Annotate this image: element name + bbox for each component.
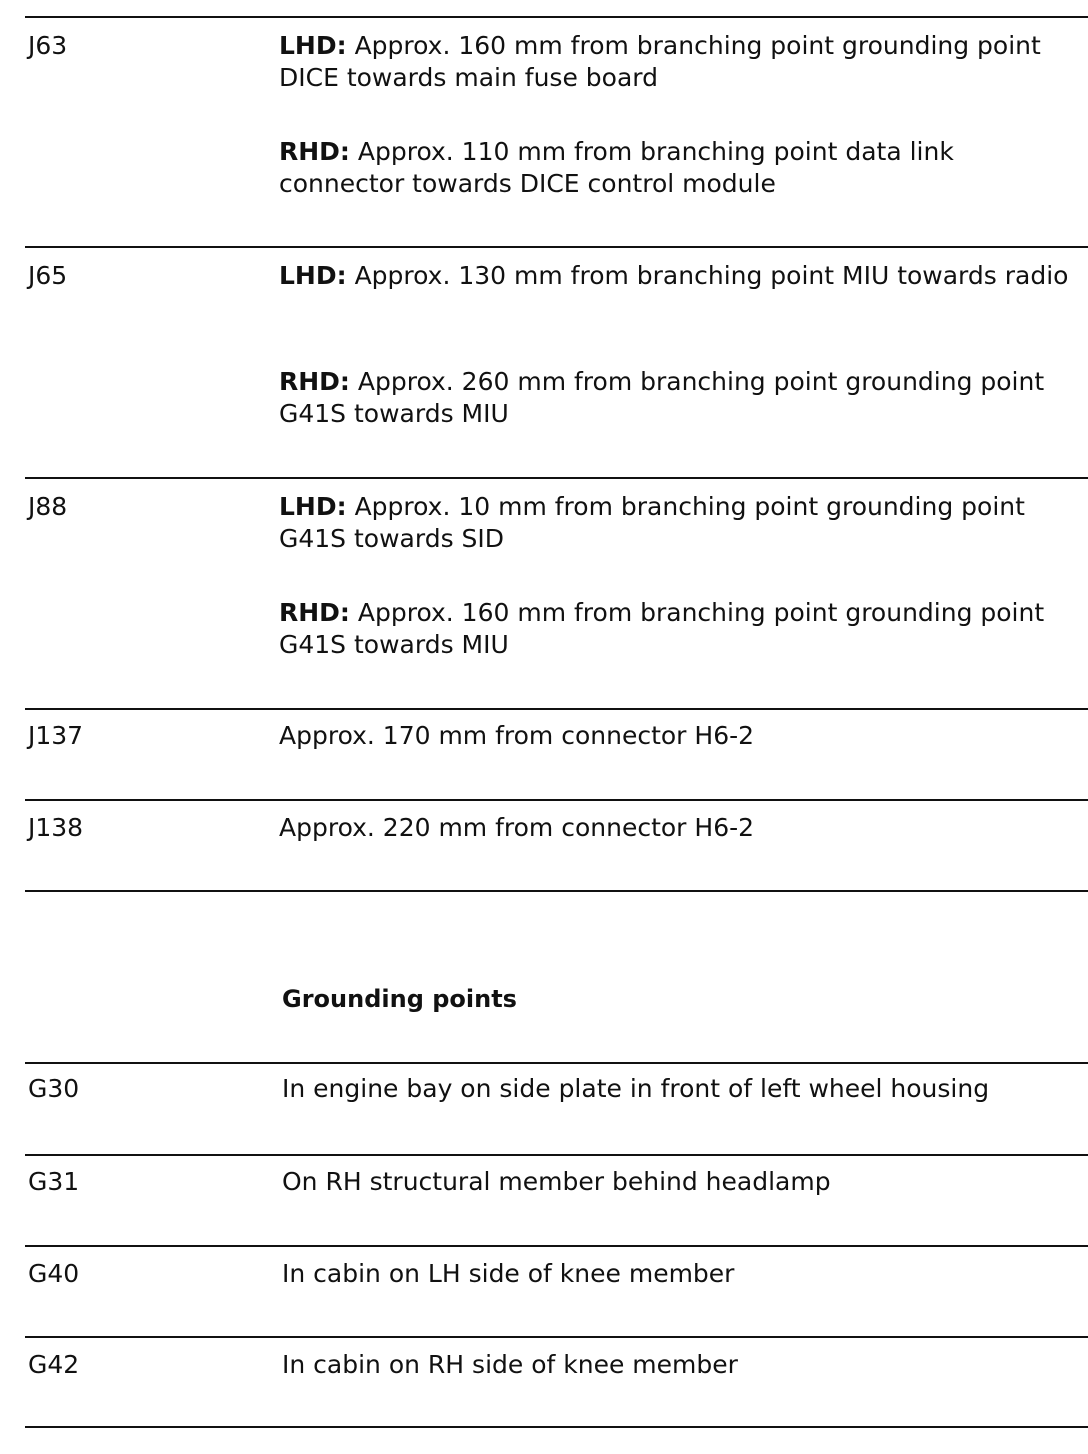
grounding-point-id: G30: [28, 1074, 80, 1103]
rhd-label: RHD:: [279, 367, 350, 396]
table-rule: [25, 1336, 1088, 1338]
table-rule: [25, 1154, 1088, 1156]
junction-id: J63: [28, 31, 68, 60]
lhd-text: Approx. 10 mm from branching point grounding point G41S towards SID: [279, 492, 1025, 553]
junction-id: J137: [28, 721, 84, 750]
table-rule: [25, 477, 1088, 479]
table-rule: [25, 708, 1088, 710]
rhd-label: RHD:: [279, 598, 350, 627]
lhd-label: LHD:: [279, 261, 347, 290]
lhd-label: LHD:: [279, 31, 347, 60]
table-rule: [25, 890, 1088, 892]
junction-rhd-description: [279, 366, 1079, 430]
junction-lhd-description: [279, 491, 1079, 555]
junction-lhd-description: [279, 260, 1079, 292]
junction-lhd-description: [279, 30, 1079, 94]
rhd-text: Approx. 260 mm from branching point grounding point G41S towards MIU: [279, 367, 1045, 428]
rhd-text: Approx. 110 mm from branching point data link connector towards DICE control module: [279, 137, 954, 198]
lhd-text: Approx. 160 mm from branching point grounding point DICE towards main fuse board: [279, 31, 1041, 92]
grounding-point-id: G40: [28, 1259, 80, 1288]
grounding-point-description: In cabin on LH side of knee member: [282, 1259, 735, 1288]
junction-description: Approx. 220 mm from connector H6-2: [279, 813, 755, 842]
table-rule: [25, 1426, 1088, 1428]
junction-rhd-description: [279, 136, 1079, 200]
junction-description: Approx. 170 mm from connector H6-2: [279, 721, 755, 750]
table-rule: [25, 16, 1088, 18]
grounding-point-id: G42: [28, 1350, 80, 1379]
table-rule: [25, 1062, 1088, 1064]
grounding-point-description: On RH structural member behind headlamp: [282, 1167, 831, 1196]
junction-id: J65: [28, 261, 68, 290]
lhd-label: LHD:: [279, 492, 347, 521]
table-rule: [25, 246, 1088, 248]
junction-rhd-description: [279, 597, 1079, 661]
grounding-point-description: In cabin on RH side of knee member: [282, 1350, 738, 1379]
grounding-point-id: G31: [28, 1167, 80, 1196]
junction-id: J138: [28, 813, 84, 842]
grounding-point-description: In engine bay on side plate in front of left wheel housing: [282, 1074, 990, 1103]
rhd-text: Approx. 160 mm from branching point grounding point G41S towards MIU: [279, 598, 1045, 659]
table-rule: [25, 799, 1088, 801]
section-heading: Grounding points: [282, 985, 517, 1013]
junction-id: J88: [28, 492, 68, 521]
table-rule: [25, 1245, 1088, 1247]
rhd-label: RHD:: [279, 137, 350, 166]
lhd-text: Approx. 130 mm from branching point MIU towards radio: [354, 261, 1069, 290]
